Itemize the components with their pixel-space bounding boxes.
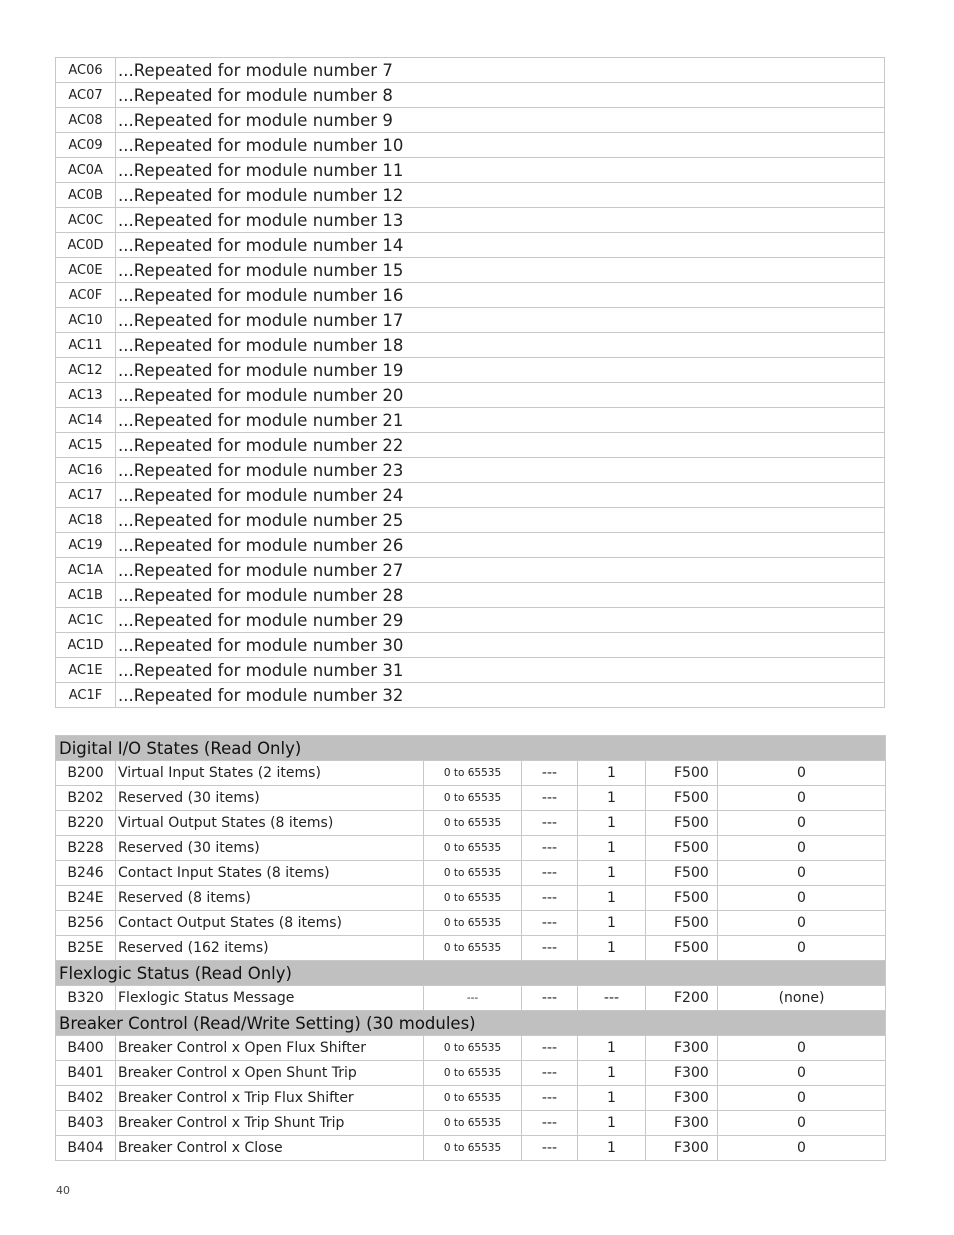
default-value: 0: [718, 886, 886, 911]
value-range: 0 to 65535: [424, 1136, 522, 1161]
table-row: [56, 408, 885, 433]
table-row: [56, 383, 885, 408]
register-address: B404: [56, 1136, 116, 1161]
format-code: F500: [646, 911, 718, 936]
step: 1: [578, 911, 646, 936]
register-address: B403: [56, 1111, 116, 1136]
register-address: AC1F: [56, 683, 116, 708]
table-row: [56, 483, 885, 508]
register-description: ...Repeated for module number 16: [116, 283, 885, 308]
register-address: AC0C: [56, 208, 116, 233]
register-description: Breaker Control x Trip Shunt Trip: [116, 1111, 424, 1136]
register-address: AC1D: [56, 633, 116, 658]
default-value: 0: [718, 761, 886, 786]
table-row: [56, 558, 885, 583]
table-row: [56, 786, 886, 811]
units: ---: [522, 861, 578, 886]
default-value: 0: [718, 1086, 886, 1111]
register-address: B320: [56, 986, 116, 1011]
format-code: F300: [646, 1111, 718, 1136]
step: 1: [578, 861, 646, 886]
table-row: [56, 683, 885, 708]
table-row: [56, 936, 886, 961]
register-description: ...Repeated for module number 7: [116, 58, 885, 83]
table-row: [56, 208, 885, 233]
register-description: ...Repeated for module number 12: [116, 183, 885, 208]
register-description: ...Repeated for module number 28: [116, 583, 885, 608]
register-description: ...Repeated for module number 20: [116, 383, 885, 408]
value-range: 0 to 65535: [424, 886, 522, 911]
format-code: F300: [646, 1136, 718, 1161]
default-value: 0: [718, 1061, 886, 1086]
format-code: F500: [646, 886, 718, 911]
table-row: [56, 133, 885, 158]
table-row: [56, 886, 886, 911]
register-description: ...Repeated for module number 15: [116, 258, 885, 283]
table-row: [56, 183, 885, 208]
register-description: Contact Input States (8 items): [116, 861, 424, 886]
register-address: B228: [56, 836, 116, 861]
table-row: [56, 358, 885, 383]
register-address: AC0D: [56, 233, 116, 258]
register-address: AC07: [56, 83, 116, 108]
register-address: B202: [56, 786, 116, 811]
section-header-row: [56, 736, 886, 761]
value-range: 0 to 65535: [424, 1086, 522, 1111]
step: 1: [578, 811, 646, 836]
step: 1: [578, 786, 646, 811]
units: ---: [522, 1086, 578, 1111]
format-code: F500: [646, 761, 718, 786]
register-description: ...Repeated for module number 10: [116, 133, 885, 158]
table-row: [56, 533, 885, 558]
default-value: 0: [718, 1036, 886, 1061]
table-row: [56, 1136, 886, 1161]
register-description: Reserved (8 items): [116, 886, 424, 911]
register-description: ...Repeated for module number 11: [116, 158, 885, 183]
table-row: [56, 83, 885, 108]
format-code: F500: [646, 936, 718, 961]
format-code: F500: [646, 861, 718, 886]
table-row: [56, 608, 885, 633]
register-address: AC0A: [56, 158, 116, 183]
register-description: ...Repeated for module number 23: [116, 458, 885, 483]
table-row: [56, 986, 886, 1011]
table-row: [56, 58, 885, 83]
default-value: 0: [718, 1136, 886, 1161]
table-row: [56, 508, 885, 533]
units: ---: [522, 911, 578, 936]
register-address: AC14: [56, 408, 116, 433]
table-row: [56, 1036, 886, 1061]
register-address: AC18: [56, 508, 116, 533]
units: ---: [522, 761, 578, 786]
register-address: AC19: [56, 533, 116, 558]
units: ---: [522, 886, 578, 911]
units: ---: [522, 811, 578, 836]
table-row: [56, 458, 885, 483]
units: ---: [522, 1111, 578, 1136]
step: 1: [578, 1036, 646, 1061]
register-address: AC1C: [56, 608, 116, 633]
units: ---: [522, 1036, 578, 1061]
register-description: ...Repeated for module number 25: [116, 508, 885, 533]
register-description: ...Repeated for module number 32: [116, 683, 885, 708]
register-description: ...Repeated for module number 8: [116, 83, 885, 108]
register-address: AC13: [56, 383, 116, 408]
value-range: 0 to 65535: [424, 936, 522, 961]
register-address: AC16: [56, 458, 116, 483]
step: 1: [578, 836, 646, 861]
register-address: AC1E: [56, 658, 116, 683]
register-address: AC12: [56, 358, 116, 383]
units: ---: [522, 836, 578, 861]
register-description: Reserved (30 items): [116, 786, 424, 811]
table-row: [56, 761, 886, 786]
table-row: [56, 1061, 886, 1086]
register-description: Breaker Control x Open Flux Shifter: [116, 1036, 424, 1061]
section-header-row: [56, 961, 886, 986]
format-code: F300: [646, 1036, 718, 1061]
default-value: 0: [718, 936, 886, 961]
table-row: [56, 633, 885, 658]
step: 1: [578, 761, 646, 786]
register-address: AC10: [56, 308, 116, 333]
step: 1: [578, 1086, 646, 1111]
register-address: AC0F: [56, 283, 116, 308]
register-description: ...Repeated for module number 13: [116, 208, 885, 233]
register-address: B24E: [56, 886, 116, 911]
table-row: [56, 308, 885, 333]
register-description: ...Repeated for module number 17: [116, 308, 885, 333]
register-address: B200: [56, 761, 116, 786]
register-description: ...Repeated for module number 19: [116, 358, 885, 383]
table-row: [56, 1086, 886, 1111]
register-table: [55, 735, 886, 1161]
format-code: F200: [646, 986, 718, 1011]
register-description: Virtual Output States (8 items): [116, 811, 424, 836]
table-row: [56, 158, 885, 183]
section-title: Flexlogic Status (Read Only): [56, 961, 886, 986]
register-description: ...Repeated for module number 26: [116, 533, 885, 558]
table-row: [56, 1111, 886, 1136]
register-address: B402: [56, 1086, 116, 1111]
table-row: [56, 811, 886, 836]
step: 1: [578, 1061, 646, 1086]
table-row: [56, 283, 885, 308]
table-row: [56, 861, 886, 886]
register-address: B246: [56, 861, 116, 886]
table-row: [56, 658, 885, 683]
section-header-row: [56, 1011, 886, 1036]
step: 1: [578, 1136, 646, 1161]
register-description: ...Repeated for module number 22: [116, 433, 885, 458]
register-address: AC17: [56, 483, 116, 508]
register-description: ...Repeated for module number 24: [116, 483, 885, 508]
register-description: Virtual Input States (2 items): [116, 761, 424, 786]
value-range: 0 to 65535: [424, 1036, 522, 1061]
register-address: B401: [56, 1061, 116, 1086]
register-description: Breaker Control x Trip Flux Shifter: [116, 1086, 424, 1111]
default-value: 0: [718, 861, 886, 886]
section-title: Breaker Control (Read/Write Setting) (30 modules): [56, 1011, 886, 1036]
register-address: AC06: [56, 58, 116, 83]
format-code: F500: [646, 811, 718, 836]
module-repeat-table: [55, 57, 885, 708]
register-address: AC15: [56, 433, 116, 458]
units: ---: [522, 786, 578, 811]
register-address: AC1A: [56, 558, 116, 583]
register-address: AC09: [56, 133, 116, 158]
register-description: ...Repeated for module number 31: [116, 658, 885, 683]
value-range: 0 to 65535: [424, 811, 522, 836]
format-code: F300: [646, 1086, 718, 1111]
register-description: Reserved (30 items): [116, 836, 424, 861]
register-address: AC08: [56, 108, 116, 133]
section-title: Digital I/O States (Read Only): [56, 736, 886, 761]
value-range: 0 to 65535: [424, 1111, 522, 1136]
format-code: F500: [646, 786, 718, 811]
table-row: [56, 433, 885, 458]
value-range: 0 to 65535: [424, 1061, 522, 1086]
register-description: ...Repeated for module number 27: [116, 558, 885, 583]
units: ---: [522, 1061, 578, 1086]
value-range: 0 to 65535: [424, 861, 522, 886]
value-range: 0 to 65535: [424, 761, 522, 786]
table-row: [56, 233, 885, 258]
step: ---: [578, 986, 646, 1011]
register-address: B256: [56, 911, 116, 936]
units: ---: [522, 936, 578, 961]
register-description: Flexlogic Status Message: [116, 986, 424, 1011]
value-range: 0 to 65535: [424, 911, 522, 936]
register-address: B25E: [56, 936, 116, 961]
default-value: 0: [718, 836, 886, 861]
table-row: [56, 108, 885, 133]
register-description: Breaker Control x Open Shunt Trip: [116, 1061, 424, 1086]
value-range: ---: [424, 986, 522, 1011]
register-description: ...Repeated for module number 30: [116, 633, 885, 658]
table-row: [56, 258, 885, 283]
register-description: ...Repeated for module number 21: [116, 408, 885, 433]
register-description: Contact Output States (8 items): [116, 911, 424, 936]
default-value: 0: [718, 786, 886, 811]
register-address: B220: [56, 811, 116, 836]
value-range: 0 to 65535: [424, 786, 522, 811]
value-range: 0 to 65535: [424, 836, 522, 861]
register-description: ...Repeated for module number 29: [116, 608, 885, 633]
default-value: 0: [718, 811, 886, 836]
default-value: 0: [718, 911, 886, 936]
table-row: [56, 333, 885, 358]
default-value: (none): [718, 986, 886, 1011]
step: 1: [578, 936, 646, 961]
default-value: 0: [718, 1111, 886, 1136]
table-row: [56, 583, 885, 608]
register-description: Reserved (162 items): [116, 936, 424, 961]
page-number: 40: [56, 1184, 70, 1197]
table-row: [56, 836, 886, 861]
table-row: [56, 911, 886, 936]
format-code: F300: [646, 1061, 718, 1086]
register-description: ...Repeated for module number 18: [116, 333, 885, 358]
step: 1: [578, 1111, 646, 1136]
step: 1: [578, 886, 646, 911]
register-address: AC1B: [56, 583, 116, 608]
format-code: F500: [646, 836, 718, 861]
register-description: Breaker Control x Close: [116, 1136, 424, 1161]
register-address: AC11: [56, 333, 116, 358]
register-description: ...Repeated for module number 9: [116, 108, 885, 133]
units: ---: [522, 1136, 578, 1161]
units: ---: [522, 986, 578, 1011]
register-address: AC0B: [56, 183, 116, 208]
register-description: ...Repeated for module number 14: [116, 233, 885, 258]
register-address: B400: [56, 1036, 116, 1061]
register-address: AC0E: [56, 258, 116, 283]
